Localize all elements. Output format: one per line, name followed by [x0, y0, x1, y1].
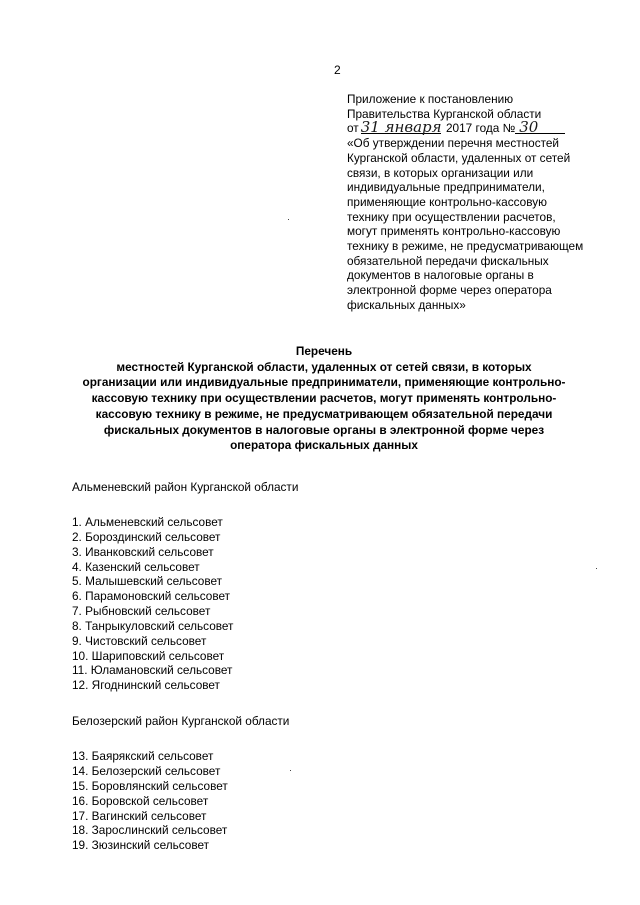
title-line: оператора фискальных данных [230, 438, 418, 453]
document-title [60, 344, 588, 454]
district-almenevsky [72, 480, 592, 693]
handwritten-decree-number: 30 [515, 121, 565, 134]
list-item: 8. Танрыкуловский сельсовет [72, 618, 234, 633]
decree-title-line: индивидуальные предприниматели, [347, 180, 545, 195]
settlement-list [72, 515, 592, 693]
document-heading: Перечень [295, 344, 353, 358]
district-title: Альменевский район Курганской области [72, 480, 299, 494]
date-prefix: от [347, 121, 359, 136]
title-line: организации или индивидуальные предприниматели, применяющие контрольно- [82, 375, 566, 390]
title-line: фискальных документов в налоговые органы в электронной форме через [103, 422, 545, 437]
section-spacer [72, 693, 592, 714]
decree-title-line: «Об утверждении перечня местностей [347, 136, 560, 151]
list-item: 3. Иванковский сельсовет [72, 544, 214, 559]
decree-title-line: документов в налоговые органы в [347, 268, 534, 283]
scan-speck [290, 770, 291, 771]
list-item: 16. Боровской сельсовет [72, 793, 209, 808]
scan-speck [288, 219, 289, 220]
decree-title-line: обязательной передачи фискальных [347, 253, 549, 268]
appendix-line-1: Приложение к постановлению [347, 92, 514, 106]
year-text: 2017 года № [446, 121, 516, 136]
list-item: 7. Рыбновский сельсовет [72, 604, 211, 619]
appendix-line-2: Правительства Курганской области [347, 106, 542, 121]
title-line: кассовую технику в режиме, не предусматривающем обязательной передачи [95, 406, 553, 421]
title-line: местностей Курганской области, удаленных от сетей связи, в которых [116, 359, 532, 374]
list-item: 5. Малышевский сельсовет [72, 574, 223, 589]
list-item: 11. Юламановский сельсовет [72, 663, 233, 678]
list-item: 2. Бороздинский сельсовет [72, 529, 221, 544]
title-line: кассовую технику при осуществлении расчетов, могут применять контрольно- [91, 391, 557, 406]
decree-title-line: технику при осуществлении расчетов, [347, 209, 556, 224]
decree-title-line: фискальных данных» [347, 297, 466, 312]
decree-title-line: связи, в которых организации или [347, 165, 534, 180]
decree-title-line: могут применять контрольно-кассовую [347, 224, 561, 239]
list-item: 12. Ягоднинский сельсовет [72, 678, 220, 693]
list-item: 14. Белозерский сельсовет [72, 763, 221, 778]
list-item: 1. Альменевский сельсовет [72, 515, 223, 529]
list-item: 19. Зюзинский сельсовет [72, 838, 210, 853]
settlement-list [72, 749, 592, 853]
list-item: 15. Боровлянский сельсовет [72, 778, 228, 793]
appendix-header [347, 92, 617, 313]
district-title: Белозерский район Курганской области [72, 714, 290, 729]
districts-content [72, 480, 592, 853]
list-item: 6. Парамоновский сельсовет [72, 589, 231, 604]
list-item: 13. Баярякский сельсовет [72, 749, 214, 764]
list-item: 10. Шариповский сельсовет [72, 648, 225, 663]
list-item: 9. Чистовский сельсовет [72, 633, 207, 648]
appendix-date-line [347, 118, 617, 137]
decree-title-line: электронной форме через оператора [347, 283, 552, 298]
page-number: 2 [334, 63, 341, 77]
decree-title-line: Курганской области, удаленных от сетей [347, 150, 571, 165]
district-belozersky [72, 714, 592, 853]
list-item: 17. Вагинский сельсовет [72, 808, 207, 823]
list-item: 4. Казенский сельсовет [72, 559, 200, 574]
list-item: 18. Зарослинский сельсовет [72, 823, 228, 838]
decree-title-line: применяющие контрольно-кассовую [347, 194, 547, 209]
scan-speck [596, 568, 597, 569]
handwritten-date: 31 января [360, 118, 442, 137]
decree-title-line: технику в режиме, не предусматривающем [347, 239, 584, 254]
